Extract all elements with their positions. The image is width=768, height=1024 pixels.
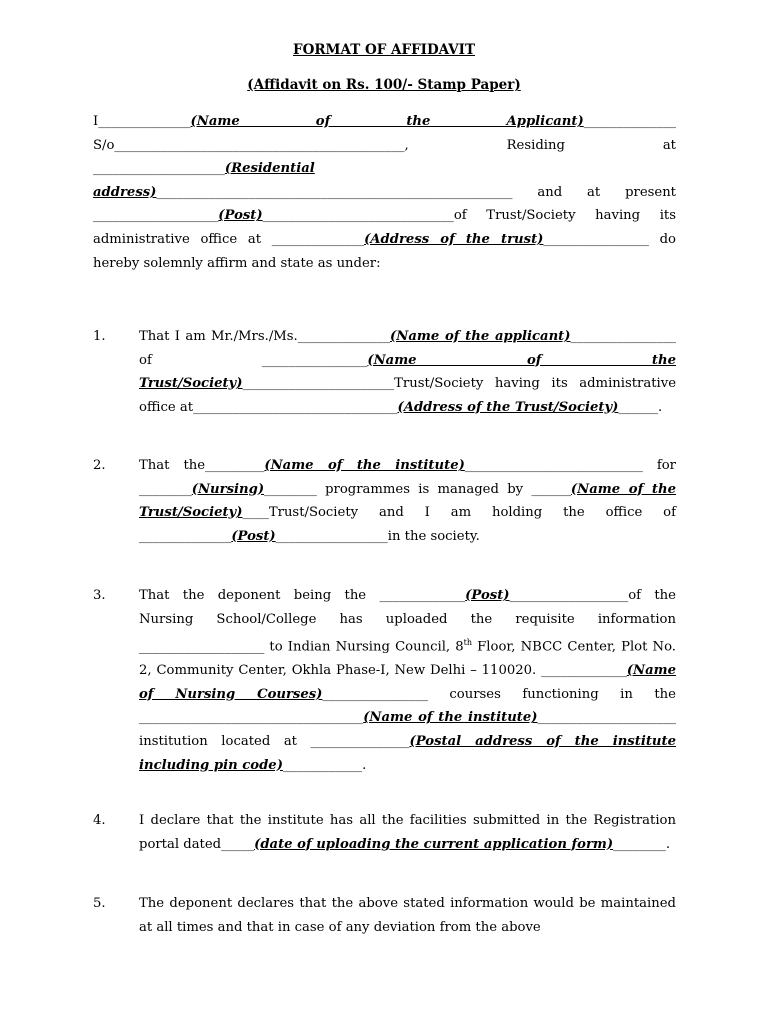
text: __________________of the Nursing School/College has uploaded the requisite information ___________________ to Indian Nursing Council, 8 [139,588,676,655]
placeholder-applicant-name: (Name of the Applicant) [190,114,584,129]
placeholder-trust-address: (Address of the trust) [364,231,544,247]
document-title: FORMAT OF AFFIDAVIT [292,42,476,58]
placeholder-courses: (Name of Nursing Courses) [139,663,676,702]
intro-line-6 [93,228,676,252]
clause-number: 2. [93,458,106,473]
text: _________________in the society. [275,528,480,544]
blank: S/o____________________________________________, [93,137,409,153]
clause-text [139,892,676,939]
text: _____________________ institution located at _______________ [139,710,676,749]
placeholder-applicant-name: (Name of the applicant) [390,329,571,344]
blank: ___________________ [93,208,219,224]
intro-line-2 [93,134,676,158]
clause-number: 4. [93,813,106,828]
placeholder-trust-name: (Name of the Trust/Society) [139,352,676,392]
placeholder-nursing: (Nursing) [191,481,265,497]
text: administrative office at ______________ [93,231,365,247]
intro-line-1 [93,110,676,134]
text: Floor, NBCC Center, Plot No. 2, Community Center, Okhla Phase-I, New Delhi – 110020. _____________ [139,639,676,679]
text: _____________________________of Trust/Society having its [262,208,676,224]
intro-line-5 [93,204,676,228]
clause-text [139,454,676,548]
blank: ______________ [583,114,676,129]
text: at [662,137,676,153]
placeholder-upload-date: (date of uploading the current application form) [254,836,614,852]
text: and at present [537,184,676,200]
intro-line-3 [93,157,676,181]
placeholder-residential-address: (Residential [224,161,315,177]
clause-text [139,809,676,856]
placeholder-address: address) [93,184,157,200]
clause-number: 1. [93,329,106,344]
placeholder-trust-address: (Address of the Trust/Society) [397,399,619,415]
placeholder-trust-name: (Name of the Trust/Society) [139,481,676,521]
clause-number: 3. [93,588,106,603]
placeholder-post: (Post) [231,528,276,544]
intro-line-7: hereby solemnly affirm and state as under: [93,255,381,271]
text: The deponent declares that the above stated information would be maintained at all times and that in case of any deviation from the above [139,896,676,935]
text: ____Trust/Society and I am holding the office of ______________ [139,505,676,544]
text: _______________________Trust/Society having its administrative office at_______________________________ [139,376,676,415]
text: Residing [506,137,565,153]
blank: ______________________________________________________ [156,184,513,200]
placeholder-post: (Post) [218,208,263,224]
clause-number: 5. [93,896,106,911]
text: ________________ do [543,231,676,247]
blank: I______________ [93,114,191,129]
intro-paragraph [93,110,676,275]
ordinal-suffix: th [463,638,473,648]
text: That I am Mr./Mrs./Ms.______________ [139,329,391,344]
text: ________ programmes is managed by ______ [264,481,571,497]
text: ________________ of ________________ [139,329,676,368]
text: That the deponent being the _____________ [139,588,466,603]
text: ______. [618,399,663,415]
placeholder-post: (Post) [465,588,510,603]
text: ____________. [282,757,367,773]
placeholder-institute-name: (Name of the institute) [264,458,465,473]
text: ________. [613,836,671,852]
clause-text [139,325,676,419]
document-subtitle: (Affidavit on Rs. 100/- Stamp Paper) [247,77,521,93]
text: ________________ courses functioning in the __________________________________ [139,686,676,726]
placeholder-postal-address: (Postal address of the institute including pin code) [139,733,676,773]
text: ___________________________ for ________ [139,458,676,497]
clause-text [139,584,676,777]
blank: ____________________ [93,161,225,177]
intro-line-4 [93,181,676,205]
text: I declare that the institute has all the facilities submitted in the Registration portal dated_____ [139,813,676,852]
placeholder-institute-name: (Name of the institute) [363,710,538,726]
text: That the_________ [139,458,265,473]
